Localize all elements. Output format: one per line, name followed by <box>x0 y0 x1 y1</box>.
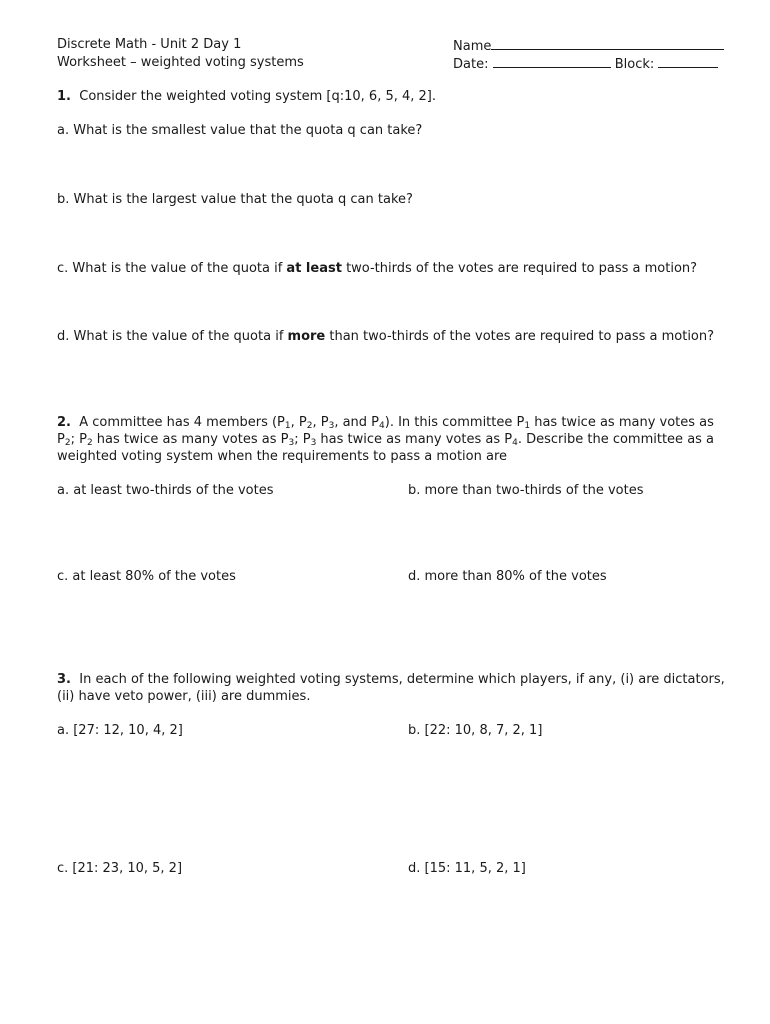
date-block-line <box>453 54 718 73</box>
q2-text-8: has twice as many votes as P <box>92 432 289 447</box>
q3-prompt: In each of the following weighted voting systems, determine which players, if any, (i) are dictators, (ii) have veto power, (iii) are dummies. <box>57 672 725 704</box>
q1-c-emphasis: at least <box>286 261 342 276</box>
q1-c-text-post: two-thirds of the votes are required to pass a motion? <box>341 261 698 276</box>
q1-prompt: Consider the weighted voting system [q:10, 6, 5, 4, 2]. <box>79 89 437 104</box>
q2-sub: 3 <box>288 438 295 448</box>
q1-a: a. What is the smallest value that the quota q can take? <box>57 123 423 138</box>
q1-c <box>57 260 697 277</box>
q2-number: 2. <box>57 415 71 430</box>
name-blank[interactable] <box>491 36 724 50</box>
q2-text-3: , P <box>312 415 329 430</box>
q2-sub: 2 <box>306 421 313 431</box>
q1-number: 1. <box>57 89 71 104</box>
q2-sub: 2 <box>86 438 93 448</box>
q1-d <box>57 328 714 345</box>
name-line <box>453 36 724 55</box>
q1-c-text-pre: c. What is the value of the quota if <box>57 261 287 276</box>
q3-prompt-block <box>57 671 725 705</box>
q2-sub: 3 <box>310 438 317 448</box>
q2-d: d. more than 80% of the votes <box>408 569 607 584</box>
q2-sub: 3 <box>328 421 335 431</box>
q3-d: d. [15: 11, 5, 2, 1] <box>408 861 526 876</box>
block-label: Block: <box>614 57 655 72</box>
q2-sub: 1 <box>284 421 291 431</box>
q2-a: a. at least two-thirds of the votes <box>57 483 274 498</box>
q2-text-4: , and P <box>334 415 380 430</box>
q3-a: a. [27: 12, 10, 4, 2] <box>57 723 183 738</box>
date-label: Date: <box>453 57 489 72</box>
q1-d-text-post: than two-thirds of the votes are required to pass a motion? <box>325 329 715 344</box>
q2-sub: 4 <box>379 421 385 431</box>
q2-sub: 1 <box>524 421 531 431</box>
q2-b: b. more than two-thirds of the votes <box>408 483 644 498</box>
q2-text-5: ). In this committee P <box>384 415 525 430</box>
block-blank[interactable] <box>658 54 718 68</box>
q1-d-emphasis: more <box>287 329 326 344</box>
q2-sub: 4 <box>512 438 518 448</box>
date-blank[interactable] <box>493 54 611 68</box>
q3-c: c. [21: 23, 10, 5, 2] <box>57 861 183 876</box>
q2-text-6: has twice as many votes as P <box>57 415 714 447</box>
q2-sub: 2 <box>64 438 71 448</box>
q2-text-1: A committee has 4 members (P <box>79 415 285 430</box>
q1-prompt-line <box>57 88 436 105</box>
worksheet-title: Worksheet – weighted voting systems <box>57 55 304 70</box>
q2-c: c. at least 80% of the votes <box>57 569 236 584</box>
q2-text-2: , P <box>290 415 307 430</box>
name-label: Name <box>453 39 492 54</box>
q1-b: b. What is the largest value that the quota q can take? <box>57 192 413 207</box>
q2-text-9: ; P <box>294 432 311 447</box>
course-title: Discrete Math - Unit 2 Day 1 <box>57 37 242 52</box>
q2-prompt <box>57 414 725 465</box>
q3-number: 3. <box>57 672 71 687</box>
q2-text-7: ; P <box>70 432 87 447</box>
q3-b: b. [22: 10, 8, 7, 2, 1] <box>408 723 543 738</box>
q1-d-text-pre: d. What is the value of the quota if <box>57 329 288 344</box>
q2-text-10: has twice as many votes as P <box>316 432 513 447</box>
q2-text-11: . Describe the committee as a weighted voting system when the requirements to pass a motion are <box>57 432 715 464</box>
